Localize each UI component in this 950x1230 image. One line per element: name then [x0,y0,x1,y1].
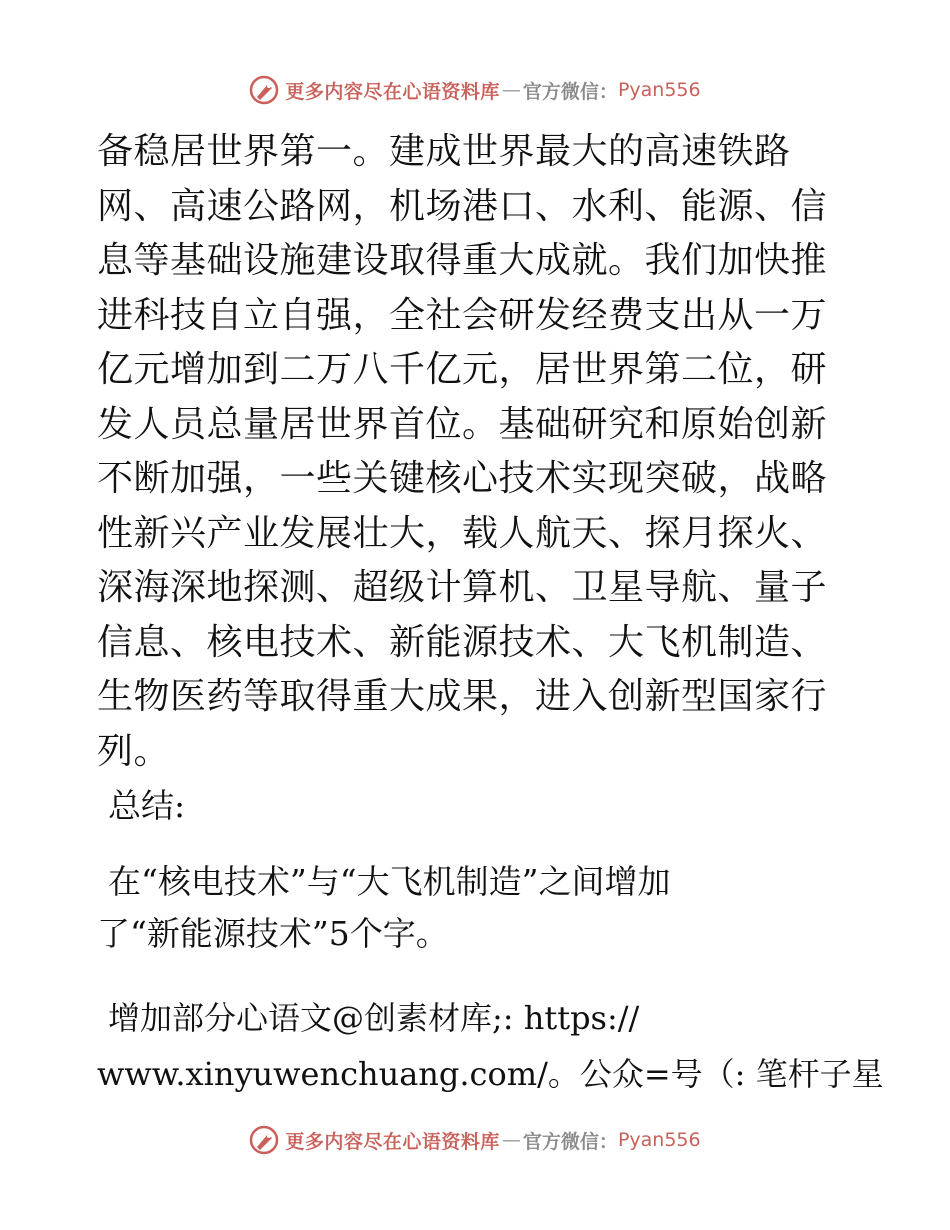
pen-nib-logo-icon [249,75,279,105]
watermark-sub-text: 官方微信： [522,1130,618,1153]
footer-watermark [0,1120,950,1160]
watermark-dash: — [501,79,521,101]
watermark-sub-text: 官方微信： [522,80,618,103]
watermark-dash: — [501,1129,521,1151]
header-watermark [0,70,950,110]
watermark-main-text: 更多内容尽在心语资料库 [285,80,500,103]
source-line-2: www.xinyuwenchuang.com/。公众=号（: 笔杆子星 [97,1055,884,1093]
source-text [97,990,884,1102]
watermark-wechat-id: Pyan556 [617,79,701,101]
source-line-1: 增加部分心语文@创素材库;: https:// [108,999,640,1037]
watermark-wechat-id: Pyan556 [617,1129,701,1151]
pen-nib-logo-icon [249,1125,279,1155]
summary-line-2: 了“新能源技术”5个字。 [97,914,449,953]
body-paragraph: 备稳居世界第一。建成世界最大的高速铁路网、高速公路网，机场港口、水利、能源、信息等基础设施建设取得重大成就。我们加快推进科技自立自强，全社会研发经费支出从一万亿元增加到二万八千亿元，居世界第二位，研发人员总量居世界首位。基础研究和原始创新不断加强，一些关键核心技术实现突破，战略性新兴产业发展壮大，载人航天、探月探火、深海深地探测、超级计算机、卫星导航、量子信息、核电技术、新能源技术、大飞机制造、生物医药等取得重大成果，进入创新型国家行列。 [97,131,828,772]
watermark-main-text: 更多内容尽在心语资料库 [285,1130,500,1153]
summary-label: 总结: [108,786,186,825]
summary-text [97,856,857,960]
summary-line-1: 在“核电技术”与“大飞机制造”之间增加 [108,862,671,901]
